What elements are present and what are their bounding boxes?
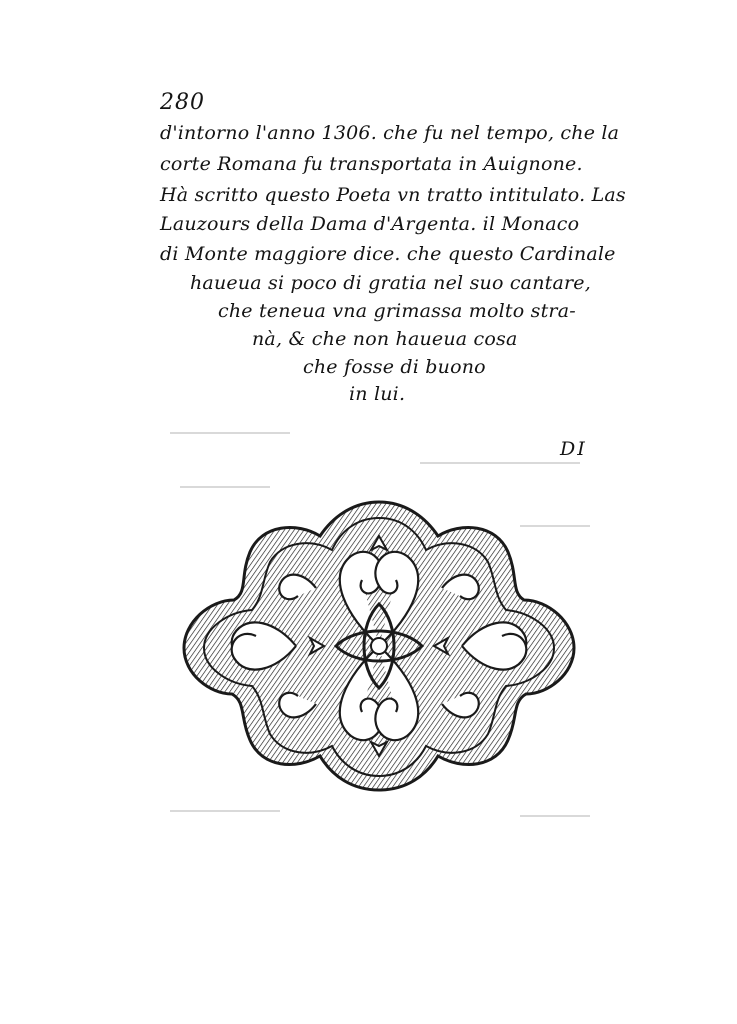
show-through-mark — [420, 462, 580, 464]
text-line: d'intorno l'anno 1306. che fu nel tempo, che la — [160, 122, 620, 144]
page-number: 280 — [160, 90, 205, 115]
text-line: di Monte maggiore dice. che questo Cardinale — [160, 243, 616, 265]
text-line: che fosse di buono — [303, 356, 486, 378]
text-line: che teneua vna grimassa molto stra- — [218, 300, 576, 322]
text-line: corte Romana fu transportata in Auignone. — [160, 153, 583, 175]
text-line: in lui. — [349, 383, 406, 405]
show-through-mark — [170, 810, 280, 812]
text-line: Lauzours della Dama d'Argenta. il Monaco — [160, 213, 580, 235]
text-line: Hà scritto questo Poeta vn tratto intitulato. Las — [160, 184, 626, 206]
catchword: DI — [560, 438, 587, 460]
text-line: haueua si poco di gratia nel suo cantare, — [190, 272, 591, 294]
show-through-mark — [170, 432, 290, 434]
text-line: nà, & che non haueua cosa — [252, 328, 518, 350]
show-through-mark — [520, 815, 590, 817]
arabesque-ornament-icon — [176, 496, 582, 796]
show-through-mark — [180, 486, 270, 488]
